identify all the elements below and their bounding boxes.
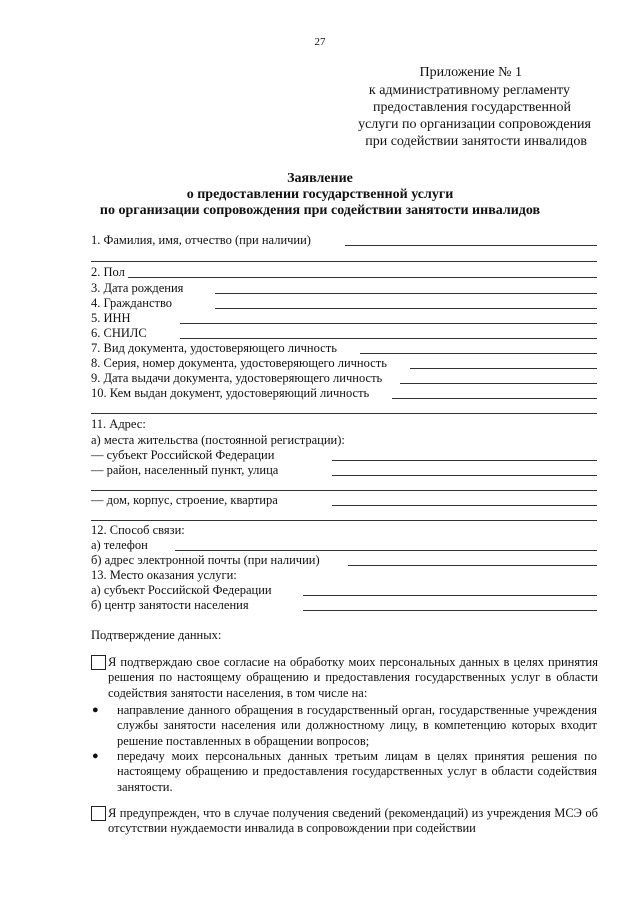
appendix-line-4: услуги по организации сопровождения: [358, 117, 591, 132]
field-line-doc-type[interactable]: [360, 353, 597, 354]
consent-text: Я подтверждаю свое согласие на обработку моих персональных данных в целях принятия решения по настоящему обращению и предоставления государственных услуг в области содействия занятости населения, в том числе на:: [108, 655, 598, 700]
appendix-line-5: при содействии занятости инвалидов: [365, 134, 587, 149]
consent-text-wrap: [108, 655, 598, 701]
field-label-doc-issuer: 10. Кем выдан документ, удостоверяющий личность: [91, 386, 370, 400]
contact-phone-line[interactable]: [175, 550, 597, 551]
field-label-sex: 2. Пол: [91, 265, 125, 279]
address-house-line[interactable]: [332, 505, 597, 506]
address-house-label: — дом, корпус, строение, квартира: [91, 493, 278, 507]
document-subtitle-1: о предоставлении государственной услуги: [186, 187, 454, 202]
field-label-birth-date: 3. Дата рождения: [91, 281, 184, 295]
service-subject-label: а) субъект Российской Федерации: [91, 583, 272, 597]
address-subject-label: — субъект Российской Федерации: [91, 448, 275, 462]
contact-heading: 12. Способ связи:: [91, 523, 185, 537]
contact-email-label: б) адрес электронной почты (при наличии): [91, 553, 320, 567]
address-residence-label: а) места жительства (постоянной регистрации):: [91, 433, 345, 447]
page-number: 27: [314, 36, 326, 48]
address-district-line-2[interactable]: [91, 490, 597, 491]
service-place-heading: 13. Место оказания услуги:: [91, 568, 237, 582]
bullet-text-1: направление данного обращения в государственный орган, государственные учреждения службы занятости населения или должностному лицу, в компетенцию которых входит решение поставленных в обращении вопросов;: [117, 703, 597, 748]
bullet-icon: ●: [92, 704, 99, 716]
appendix-line-2: к административному регламенту: [368, 83, 570, 98]
field-line-doc-number[interactable]: [410, 368, 597, 369]
address-house-line-2[interactable]: [91, 520, 597, 521]
field-line-sex[interactable]: [128, 277, 597, 278]
warning-checkbox[interactable]: [91, 806, 106, 821]
field-line-birth-date[interactable]: [215, 293, 597, 294]
field-label-snils: 6. СНИЛС: [91, 326, 147, 340]
consent-checkbox[interactable]: [91, 655, 106, 670]
field-label-doc-type: 7. Вид документа, удостоверяющего личность: [91, 341, 337, 355]
field-label-full-name: 1. Фамилия, имя, отчество (при наличии): [91, 233, 311, 247]
document-subtitle-2: по организации сопровождения при содействии занятости инвалидов: [99, 203, 541, 218]
field-label-doc-issue-date: 9. Дата выдачи документа, удостоверяющего личность: [91, 371, 383, 385]
field-label-inn: 5. ИНН: [91, 311, 131, 325]
bullet-icon: ●: [92, 750, 99, 762]
service-subject-line[interactable]: [303, 595, 597, 596]
appendix-line-3: предоставления государственной: [372, 100, 571, 115]
service-center-label: б) центр занятости населения: [91, 598, 249, 612]
service-center-line[interactable]: [303, 610, 597, 611]
address-subject-line[interactable]: [332, 460, 597, 461]
field-line-doc-issuer[interactable]: [392, 398, 597, 399]
address-heading: 11. Адрес:: [91, 417, 146, 431]
field-line-full-name-2[interactable]: [91, 261, 597, 262]
confirmation-heading: Подтверждение данных:: [91, 628, 222, 642]
field-line-citizenship[interactable]: [215, 308, 597, 309]
field-line-snils[interactable]: [180, 338, 597, 339]
contact-email-line[interactable]: [348, 565, 597, 566]
document-title: Заявление: [287, 171, 353, 186]
field-line-doc-issuer-2[interactable]: [91, 413, 597, 414]
bullet-text-2: передачу моих персональных данных третьим лицам в целях принятия решения по настоящему обращению и предоставления государственных услуг в области содействия занятости.: [117, 749, 597, 794]
field-line-full-name[interactable]: [345, 245, 597, 246]
contact-phone-label: а) телефон: [91, 538, 148, 552]
field-line-doc-issue-date[interactable]: [400, 383, 597, 384]
appendix-line-1: Приложение № 1: [419, 65, 522, 80]
field-label-citizenship: 4. Гражданство: [91, 296, 173, 310]
field-line-inn[interactable]: [180, 323, 597, 324]
address-district-label: — район, населенный пункт, улица: [91, 463, 279, 477]
field-label-doc-number: 8. Серия, номер документа, удостоверяющего личность: [91, 356, 387, 370]
address-district-line[interactable]: [332, 475, 597, 476]
warning-text: Я предупрежден, что в случае получения сведений (рекомендаций) из учреждения МСЭ об отсутствии нуждаемости инвалида в сопровождении при содействии: [108, 806, 598, 836]
